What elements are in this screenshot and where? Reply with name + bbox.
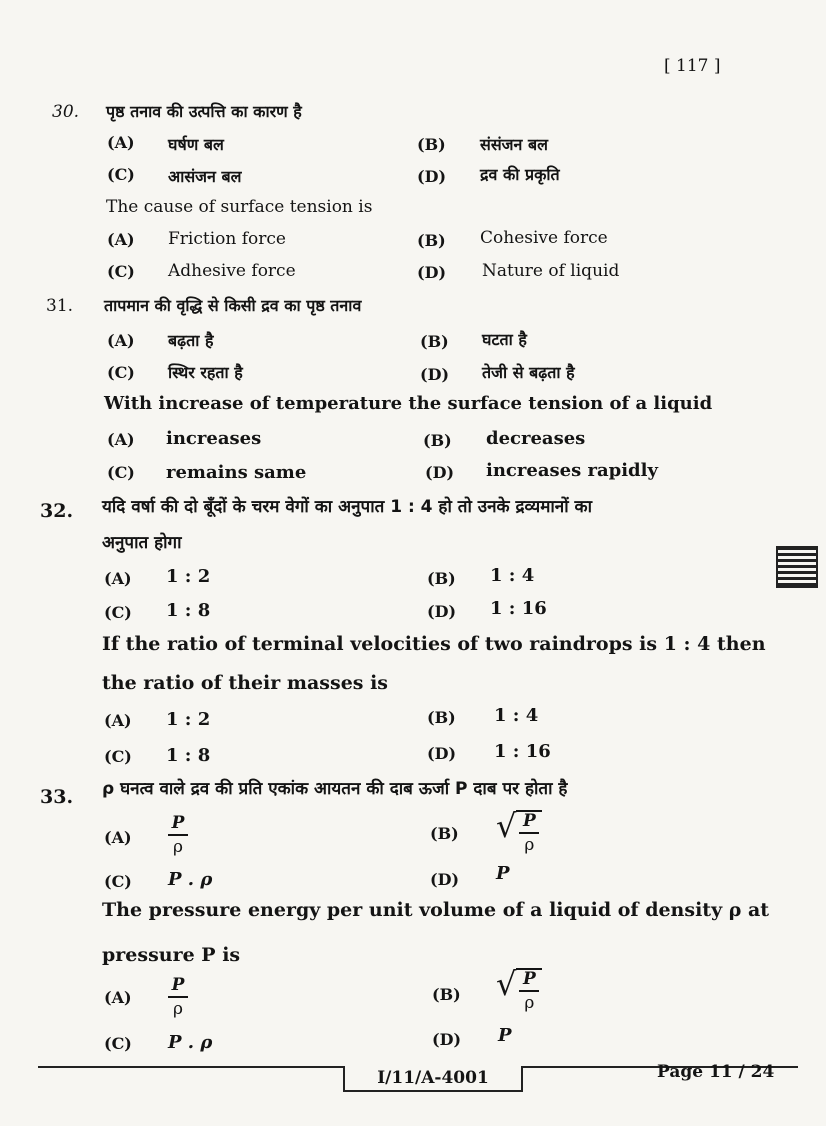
question-text-english: The cause of surface tension is [106,197,373,217]
option-label: (A) [107,331,135,350]
fraction-bar [519,990,539,992]
option-text: स्थिर रहता है [168,363,243,382]
qr-code [776,546,818,588]
fraction-bar [168,996,188,998]
option-label: (D) [430,870,460,889]
denominator: ρ [173,999,183,1019]
option-text: तेजी से बढ़ता है [482,363,575,382]
option-text: 1 : 8 [166,600,211,621]
numerator: P [522,969,536,989]
option-text: 1 : 2 [166,709,211,730]
denominator: ρ [173,837,183,857]
option-text: 1 : 16 [494,741,551,762]
sqrt-p-over-rho [496,806,542,854]
option-text: P [496,863,510,884]
option-text: द्रव की प्रकृति [480,165,560,184]
option-text: decreases [486,428,586,449]
option-text: घटता है [482,330,527,349]
option-label: (D) [427,602,457,621]
option-text: 1 : 8 [166,745,211,766]
option-label: (B) [427,708,456,727]
option-text: Friction force [168,229,286,249]
option-label: (C) [107,262,135,281]
denominator: ρ [524,993,535,1013]
option-text: Adhesive force [168,261,296,281]
numerator: P [171,975,185,995]
option-label: (D) [427,744,457,763]
fraction-p-over-rho [168,976,188,1018]
option-label: (C) [107,463,135,482]
option-label: (B) [430,824,459,843]
option-label: (B) [420,332,449,351]
option-text: P [498,1025,512,1046]
fraction-p-over-rho [168,814,188,856]
radicand [516,810,542,854]
question-text-hindi: तापमान की वृद्धि से किसी द्रव का पृष्ठ तनाव [104,296,362,315]
option-label: (C) [104,747,132,766]
option-label: (B) [423,431,452,450]
option-text: increases [166,428,262,449]
option-label: (B) [427,569,456,588]
question-number: 30. [52,102,80,122]
question-text-english: With increase of temperature the surface tension of a liquid [104,393,713,414]
question-number: 31. [46,296,74,316]
option-label: (A) [104,711,132,730]
option-label: (D) [432,1030,462,1049]
option-text: remains same [166,462,307,483]
radicand [516,968,542,1012]
option-label: (A) [104,569,132,588]
option-text: P . ρ [168,1032,213,1053]
option-label: (A) [107,230,135,249]
option-label: (A) [104,828,132,847]
option-label: (D) [417,263,447,282]
option-text: increases rapidly [486,460,658,481]
option-text: आसंजन बल [168,167,242,186]
option-text: 1 : 4 [494,705,539,726]
option-label: (D) [420,365,450,384]
option-label: (C) [104,603,132,622]
option-text: 1 : 2 [166,566,211,587]
option-label: (A) [107,430,135,449]
question-number: 33. [40,786,74,808]
question-number: 32. [40,500,74,522]
option-label: (A) [107,133,135,152]
option-text: 1 : 16 [490,598,547,619]
option-label: (C) [107,363,135,382]
question-text-english: The pressure energy per unit volume of a liquid of density ρ at [102,899,770,921]
page-marker: [ 117 ] [664,56,721,76]
page-number: Page 11 / 24 [657,1062,775,1082]
fraction-bar [168,834,188,836]
sqrt-sign: √ [496,965,517,1003]
option-text: संसंजन बल [480,135,548,154]
option-label: (A) [104,988,132,1007]
paper-code: I/11/A-4001 [343,1066,523,1092]
option-label: (B) [417,231,446,250]
question-text-english: the ratio of their masses is [102,672,389,694]
option-label: (C) [104,1034,132,1053]
option-label: (D) [417,167,447,186]
question-text-hindi: पृष्ठ तनाव की उत्पत्ति का कारण है [106,102,302,121]
option-text: P . ρ [168,869,213,890]
question-text-hindi: यदि वर्षा की दो बूँदों के चरम वेगों का अनुपात 1 : 4 हो तो उनके द्रव्यमानों का [102,497,592,517]
option-text: घर्षण बल [168,135,224,154]
option-text: 1 : 4 [490,565,535,586]
question-text-english: pressure P is [102,944,241,966]
option-label: (B) [417,135,446,154]
question-text-hindi: अनुपात होगा [102,533,182,553]
option-label: (D) [425,463,455,482]
option-label: (C) [107,165,135,184]
option-label: (C) [104,872,132,891]
option-label: (B) [432,985,461,1004]
question-text-english: If the ratio of terminal velocities of two raindrops is 1 : 4 then [102,633,766,655]
numerator: P [522,811,536,831]
denominator: ρ [524,835,535,855]
sqrt-sign: √ [496,807,517,845]
option-text: बढ़ता है [168,331,214,350]
sqrt-p-over-rho [496,964,542,1012]
option-text: Nature of liquid [482,261,620,281]
fraction-bar [519,832,539,834]
question-text-hindi: ρ घनत्व वाले द्रव की प्रति एकांक आयतन की दाब ऊर्जा P दाब पर होता है [102,779,568,799]
option-text: Cohesive force [480,228,608,248]
numerator: P [171,813,185,833]
